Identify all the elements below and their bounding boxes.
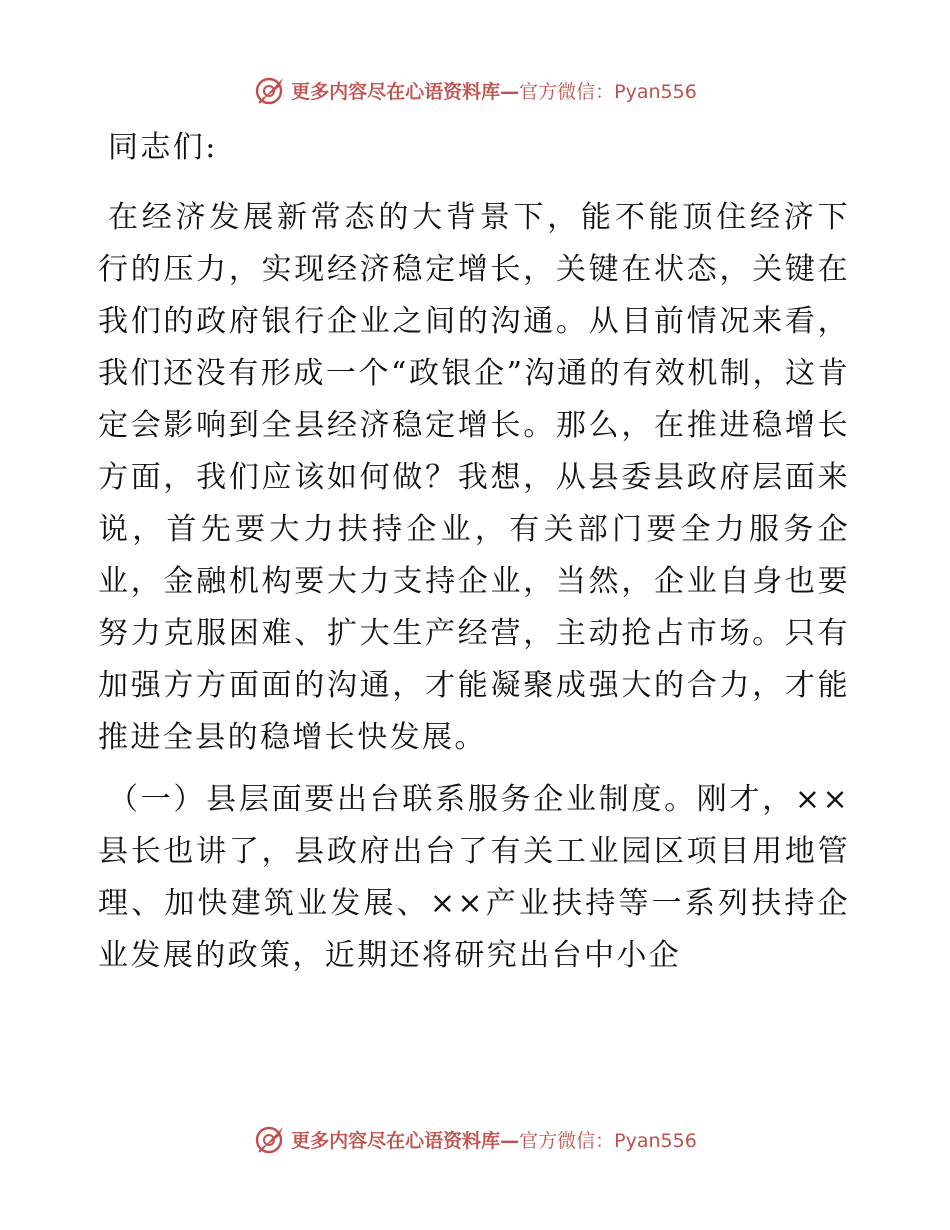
salutation: 同志们:: [108, 130, 218, 165]
paragraph-2: （一）县层面要出台联系服务企业制度。刚才，××县长也讲了，县政府出台了有关工业园区项目用地管理、加快建筑业发展、××产业扶持等一系列扶持企业发展的政策，近期还将研究出台中小企: [98, 782, 850, 973]
quill-logo-icon: [253, 75, 287, 105]
footer-banner-title: 更多内容尽在心语资料库—: [291, 1129, 520, 1152]
header-banner-title: 更多内容尽在心语资料库—: [291, 80, 520, 103]
document-body: [98, 122, 850, 982]
footer-banner: [0, 1123, 950, 1155]
footer-banner-wechat: 官方微信：Pyan556: [519, 1129, 697, 1152]
quill-logo-icon: [253, 1124, 287, 1154]
header-banner: [0, 74, 950, 106]
paragraph-1: 在经济发展新常态的大背景下，能不能顶住经济下行的压力，实现经济稳定增长，关键在状态，关键在我们的政府银行企业之间的沟通。从目前情况来看，我们还没有形成一个“政银企”沟通的有效机制，这肯定会影响到全县经济稳定增长。那么，在推进稳增长方面，我们应该如何做？我想，从县委县政府层面来说，首先要大力扶持企业，有关部门要全力服务企业，金融机构要大力支持企业，当然，企业自身也要努力克服困难、扩大生产经营，主动抢占市场。只有加强方方面面的沟通，才能凝聚成强大的合力，才能推进全县的稳增长快发展。: [98, 200, 850, 755]
header-banner-wechat: 官方微信：Pyan556: [519, 80, 697, 103]
